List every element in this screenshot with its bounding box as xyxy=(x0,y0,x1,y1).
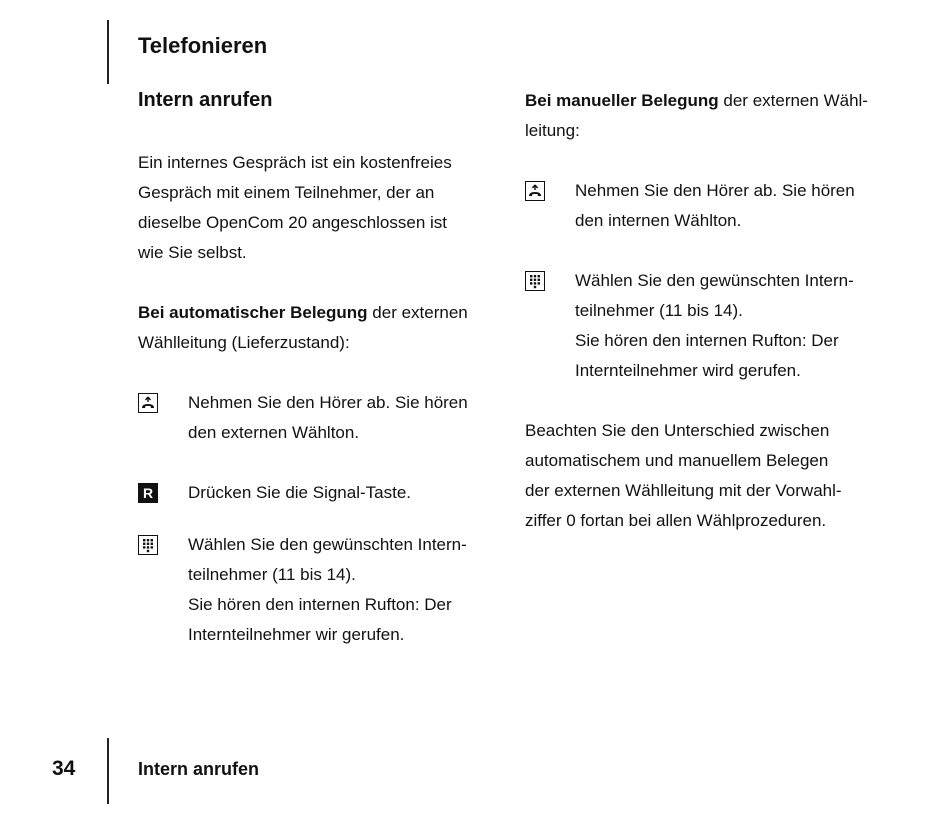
header-rule xyxy=(107,20,109,84)
step-dial-participant xyxy=(525,266,895,386)
page-subtitle: Intern anrufen xyxy=(138,89,273,111)
step-text: Wählen Sie den gewünschten Intern- xyxy=(188,535,467,554)
section-title: Telefonieren xyxy=(138,33,268,58)
step-text: den internen Wählton. xyxy=(575,211,742,230)
handset-off-hook-icon xyxy=(138,393,158,413)
left-column xyxy=(138,86,508,650)
auto-text-line2: Wählleitung (Lieferzustand): xyxy=(138,333,350,352)
note-line: der externen Wählleitung mit der Vorwahl- xyxy=(525,481,842,500)
keypad-icon xyxy=(138,535,158,555)
manual-text-line2: leitung: xyxy=(525,121,580,140)
auto-text: der externen xyxy=(367,303,468,322)
right-column xyxy=(525,86,895,536)
step-text: Drücken Sie die Signal-Taste. xyxy=(188,483,412,502)
keypad-icon xyxy=(525,271,545,291)
footer-rule xyxy=(107,738,109,804)
intro-line: Ein internes Gespräch ist ein kostenfreies xyxy=(138,153,452,172)
step-text: Nehmen Sie den Hörer ab. Sie hören xyxy=(575,181,855,200)
step-text: den externen Wählton. xyxy=(188,423,360,442)
note-paragraph xyxy=(525,416,895,536)
intro-line: dieselbe OpenCom 20 angeschlossen ist xyxy=(138,213,448,232)
manual-bold-label: Bei manueller Belegung xyxy=(525,91,719,110)
auto-bold-label: Bei automatischer Belegung xyxy=(138,303,368,322)
intro-line: wie Sie selbst. xyxy=(138,243,247,262)
step-text: Internteilnehmer wird gerufen. xyxy=(575,361,801,380)
step-lift-handset xyxy=(525,176,895,236)
r-key-icon: R xyxy=(138,483,158,503)
step-text: Wählen Sie den gewünschten Intern- xyxy=(575,271,854,290)
step-text: Sie hören den internen Rufton: Der xyxy=(188,595,452,614)
note-line: Beachten Sie den Unterschied zwischen xyxy=(525,421,830,440)
step-text: Nehmen Sie den Hörer ab. Sie hören xyxy=(188,393,468,412)
footer-title: Intern anrufen xyxy=(138,759,260,779)
step-text: Internteilnehmer wir gerufen. xyxy=(188,625,405,644)
manual-paragraph xyxy=(525,86,895,146)
step-signal-key xyxy=(138,478,508,508)
note-line: automatischem und manuellem Belegen xyxy=(525,451,829,470)
step-text: teilnehmer (11 bis 14). xyxy=(188,565,356,584)
handset-off-hook-icon xyxy=(525,181,545,201)
auto-paragraph xyxy=(138,298,508,358)
step-text: Sie hören den internen Rufton: Der xyxy=(575,331,839,350)
page-number: 34 xyxy=(52,757,76,780)
intro-paragraph xyxy=(138,148,508,268)
intro-line: Gespräch mit einem Teilnehmer, der an xyxy=(138,183,435,202)
step-text: teilnehmer (11 bis 14). xyxy=(575,301,743,320)
step-lift-handset xyxy=(138,388,508,448)
note-line: ziffer 0 fortan bei allen Wählprozeduren. xyxy=(525,511,827,530)
step-dial-participant xyxy=(138,530,508,650)
manual-text: der externen Wähl- xyxy=(718,91,868,110)
